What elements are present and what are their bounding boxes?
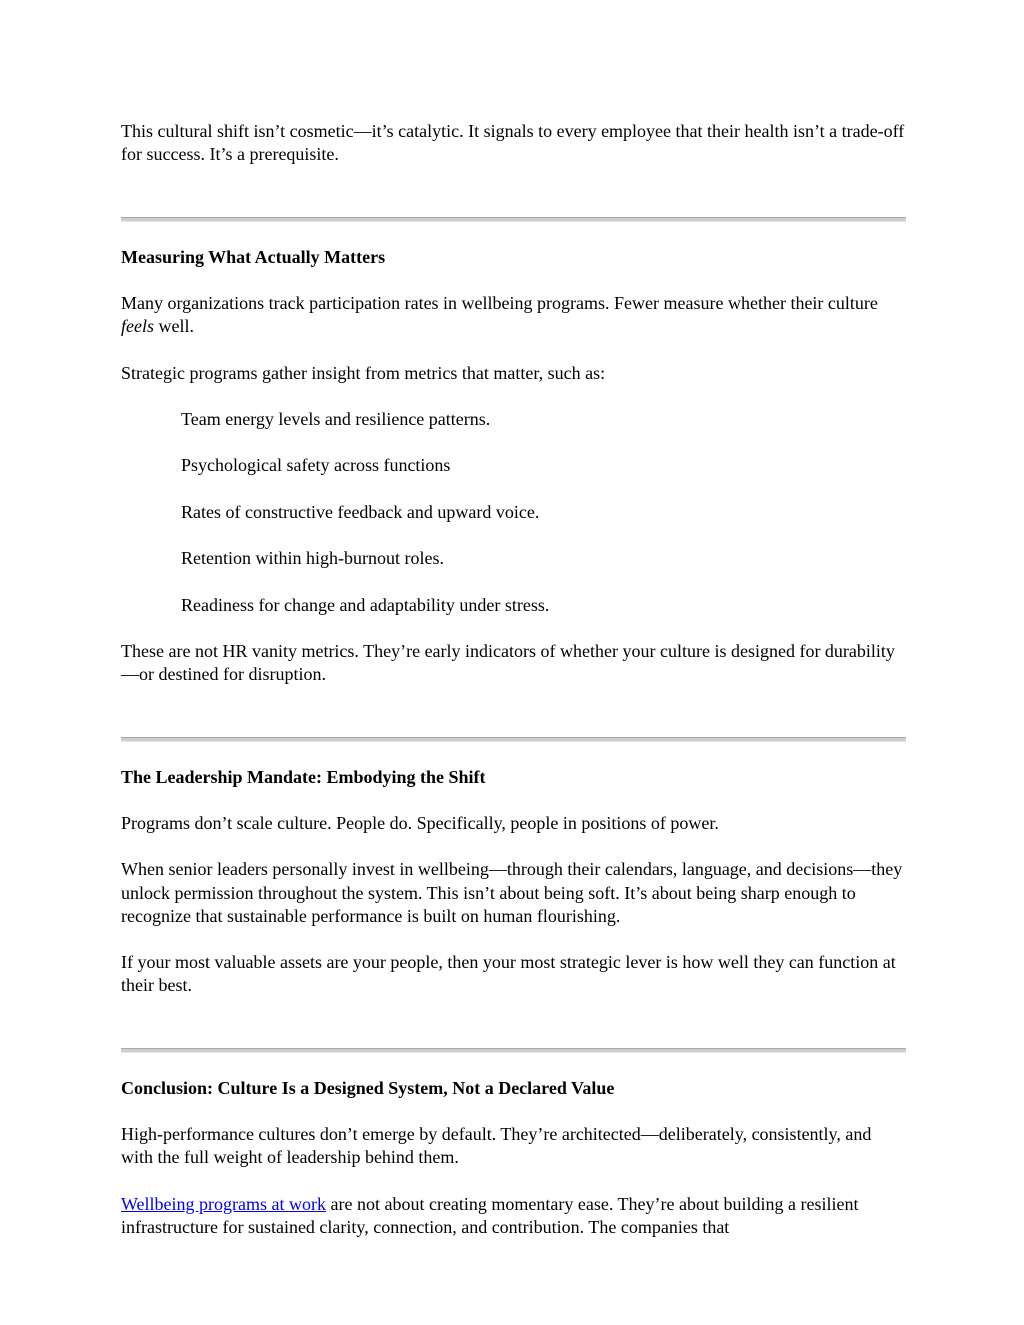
metric-item: Rates of constructive feedback and upward voice. — [181, 501, 540, 522]
wellbeing-programs-link[interactable]: Wellbeing programs at work — [121, 1193, 326, 1214]
measuring-paragraph-3: These are not HR vanity metrics. They’re early indicators of whether your culture is designed for durability—or destined for disruption. — [121, 640, 895, 685]
section-heading-leadership: The Leadership Mandate: Embodying the Shift — [121, 766, 486, 787]
leadership-paragraph-3: If your most valuable assets are your people, then your most strategic lever is how well they can function at their best. — [121, 952, 896, 996]
section-heading-conclusion: Conclusion: Culture Is a Designed System, Not a Declared Value — [121, 1077, 615, 1098]
conclusion-paragraph-1: High-performance cultures don’t emerge by default. They’re architected—deliberately, consistently, and with the full weight of leadership behind them. — [121, 1124, 872, 1168]
section-heading-measuring: Measuring What Actually Matters — [121, 246, 386, 267]
conclusion-paragraph-2 — [121, 1193, 906, 1239]
intro-paragraph: This cultural shift isn’t cosmetic—it’s catalytic. It signals to every employee that their health isn’t a trade-off for success. It’s a prerequisite. — [121, 121, 905, 165]
metric-item: Psychological safety across functions — [181, 455, 451, 476]
metric-item: Team energy levels and resilience patterns. — [181, 408, 491, 429]
measuring-paragraph-1 — [121, 292, 906, 338]
measuring-p1-end: well. — [154, 316, 194, 337]
emphasis-feels: feels — [121, 316, 154, 337]
measuring-paragraph-2: Strategic programs gather insight from metrics that matter, such as: — [121, 362, 606, 383]
leadership-paragraph-2: When senior leaders personally invest in wellbeing—through their calendars, language, and decisions—they unlock permission throughout the system. This isn’t about being soft. It’s about being sharp enough to recognize that sustainable performance is built on human flourishing. — [121, 859, 903, 926]
leadership-paragraph-1: Programs don’t scale culture. People do. Specifically, people in positions of power. — [121, 812, 719, 833]
document-body — [121, 120, 906, 1262]
conclusion-p2-text: are not about creating momentary ease. They’re about building a resilient infrastructure for sustained clarity, connection, and contribution. The companies that — [121, 1193, 859, 1237]
metric-item: Readiness for change and adaptability under stress. — [181, 594, 550, 615]
measuring-p1-text: Many organizations track participation rates in wellbeing programs. Fewer measure whether their culture — [121, 292, 878, 313]
metric-item: Retention within high-burnout roles. — [181, 548, 444, 569]
